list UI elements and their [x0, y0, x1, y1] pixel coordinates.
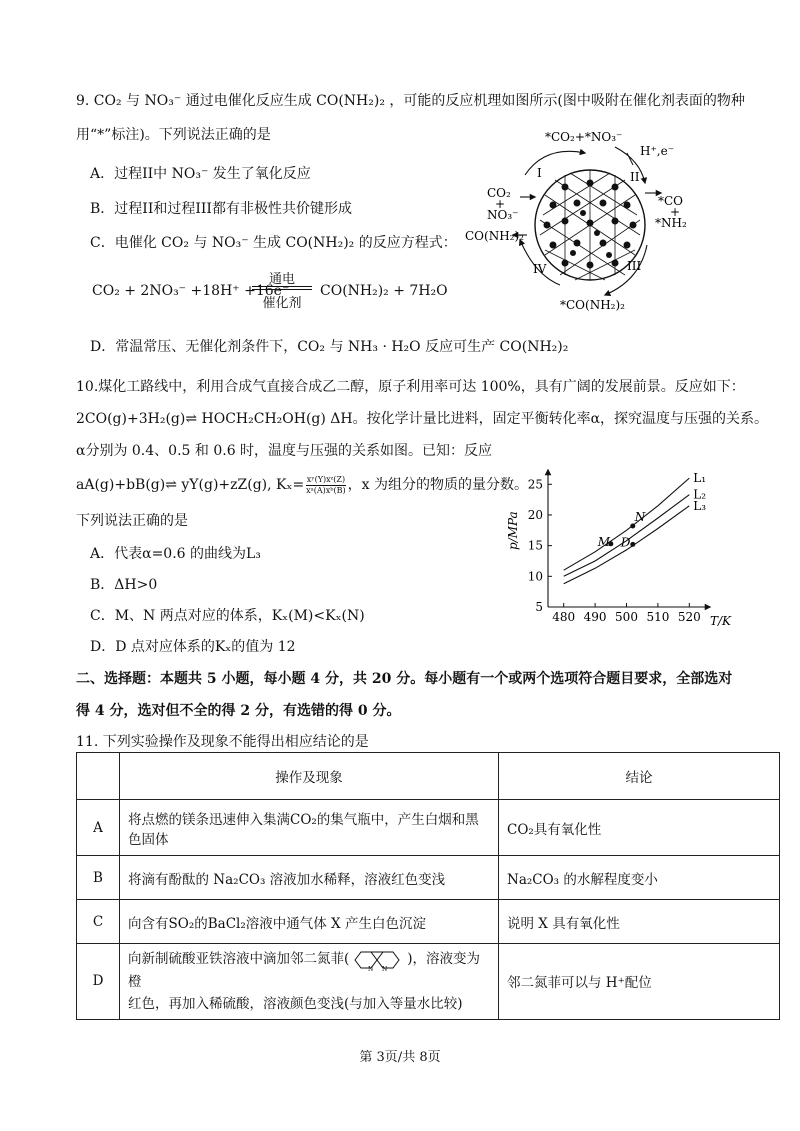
label-h-e: H⁺,e⁻ — [640, 144, 675, 158]
q10-prompt: 下列说法正确的是 — [76, 513, 188, 529]
row-letter: A — [77, 800, 120, 856]
point-label-D: D — [620, 535, 631, 550]
label-left-co2: CO₂ — [487, 186, 511, 200]
points-group — [597, 510, 646, 549]
header-operation: 操作及现象 — [120, 753, 499, 800]
row-conclusion: Na₂CO₃ 的水解程度变小 — [499, 856, 780, 900]
table-row — [77, 856, 780, 900]
y-tick-label: 5 — [535, 600, 543, 614]
q9-option-a: A．过程II中 NO₃⁻ 发生了氧化反应 — [90, 166, 311, 182]
q9-option-d: D．常温常压、无催化剂条件下，CO₂ 与 NH₃ · H₂O 反应可生产 CO(NH₂)₂ — [90, 339, 569, 355]
row-letter: C — [77, 900, 120, 944]
x-tick-label: 490 — [583, 610, 607, 624]
q10-chart — [505, 462, 745, 632]
y-tick-label: 15 — [527, 538, 543, 553]
label-process-iii: III — [627, 259, 642, 273]
q9-stem-line2: 用“*”标注)。下列说法正确的是 — [76, 127, 271, 143]
y-axis-label: p/MPa — [506, 511, 520, 550]
axis-ticks — [528, 477, 701, 624]
header-blank — [77, 753, 120, 800]
point-label-N: N — [634, 510, 646, 524]
q10-stem-line4 — [76, 474, 528, 496]
row-operation-part3: 红色，再加入稀硫酸，溶液颜色变浅(与加入等量水比较) — [128, 995, 463, 1012]
q10-kx-fraction — [306, 475, 345, 496]
row-conclusion: 邻二氮菲可以与 H⁺配位 — [499, 944, 780, 1020]
label-bottom-species: *CO(NH₂)₂ — [560, 298, 625, 312]
table-row — [77, 944, 780, 1020]
q10-kx-denominator: xᵃ(A)xᵇ(B) — [306, 485, 346, 495]
x-axis-label: T/K — [710, 614, 732, 628]
q9-equation-condition-bottom: 催化剂 — [262, 296, 302, 311]
series-line-1 — [564, 478, 690, 570]
series-label-3: L₃ — [693, 498, 707, 513]
q10-kx-lead: aA(g)+bB(g)⇌ yY(g)+zZ(g), Kₓ= — [76, 477, 305, 493]
row-conclusion: CO₂具有氧化性 — [499, 800, 780, 856]
row-operation: 将滴有酚酞的 Na₂CO₃ 溶液加水稀释，溶液红色变浅 — [120, 856, 499, 900]
q10-option-a: A．代表α=0.6 的曲线为L₃ — [90, 546, 261, 562]
q10-option-b: B．ΔH>0 — [90, 577, 158, 593]
point-N — [630, 524, 635, 529]
label-right-co: *CO — [658, 194, 684, 208]
q10-option-d: D．D 点对应体系的Kₓ的值为 12 — [90, 639, 296, 655]
series-group — [564, 471, 707, 584]
series-label-2: L₂ — [693, 487, 707, 502]
x-tick-label: 500 — [615, 610, 638, 624]
y-tick-label: 25 — [527, 477, 543, 492]
q9-equation-arrow-line1 — [252, 286, 312, 287]
q9-option-c: C．电催化 CO₂ 与 NO₃⁻ 生成 CO(NH₂)₂ 的反应方程式： — [90, 235, 457, 251]
q10-option-c: C．M、N 两点对应的体系，Kₓ(M)<Kₓ(N) — [90, 608, 365, 624]
point-D — [630, 542, 635, 547]
row-operation: 向含有SO₂的BaCl₂溶液中通气体 X 产生白色沉淀 — [120, 900, 499, 944]
phenanthroline-structure-icon — [349, 949, 407, 971]
label-process-ii: II — [630, 170, 640, 184]
row-letter: D — [77, 944, 120, 1020]
label-right-plus: + — [670, 205, 681, 219]
y-tick-label: 20 — [527, 507, 543, 522]
q10-stem-line3: α分别为 0.4、0.5 和 0.6 时，温度与压强的关系如图。已知：反应 — [76, 443, 493, 459]
label-left-plus: + — [495, 197, 506, 211]
section2-heading-line2: 得 4 分，选对但不全的得 2 分，有选错的得 0 分。 — [76, 703, 401, 719]
q9-equation-arrow-line2 — [252, 289, 312, 290]
label-top-species: *CO₂+*NO₃⁻ — [545, 130, 623, 144]
q9-equation-condition-top: 通电 — [268, 272, 295, 287]
row-letter: B — [77, 856, 120, 900]
table-row — [77, 900, 780, 944]
section2-heading-line1: 二、选择题：本题共 5 小题，每小题 4 分，共 20 分。每小题有一个或两个选项符合题目要求，全部选对 — [76, 671, 733, 687]
q10-kx-tail: ，x 为组分的物质的量分数。 — [347, 477, 528, 493]
point-label-M: M — [597, 534, 611, 549]
q9-equation-left: CO₂ + 2NO₃⁻ +18H⁺ +16e⁻ — [92, 283, 290, 299]
x-tick-label: 520 — [677, 610, 701, 624]
q10-kx-numerator: xʸ(Y)xᶻ(Z) — [306, 474, 346, 484]
q10-stem-line2: 2CO(g)+3H₂(g)⇌ HOCH₂CH₂OH(g) ΔH。按化学计量比进料，固定平衡转化率α，探究温度与压强的关系。 — [76, 411, 769, 427]
label-process-i: I — [537, 166, 542, 180]
label-right-nh2: *NH₂ — [655, 216, 687, 230]
row-operation-part1: 向新制硫酸亚铁溶液中滴加邻二氮菲( — [128, 951, 350, 967]
row-operation — [120, 944, 499, 1020]
q9-mechanism-diagram — [465, 125, 715, 315]
q11-table — [76, 752, 780, 1020]
table-header-row — [77, 753, 780, 800]
row-conclusion: 说明 X 具有氧化性 — [499, 900, 780, 944]
x-tick-label: 510 — [646, 610, 670, 624]
label-left-no3: NO₃⁻ — [487, 208, 519, 222]
series-label-1: L₁ — [693, 471, 707, 486]
page-footer: 第 3页/共 8页 — [359, 1050, 441, 1065]
q9-option-b: B．过程II和过程III都有非极性共价键形成 — [90, 201, 352, 217]
q11-stem: 11. 下列实验操作及现象不能得出相应结论的是 — [76, 734, 369, 750]
n-atom-right: N — [382, 965, 388, 971]
row-operation-part2: )，溶液变为橙 — [128, 951, 481, 990]
q9-stem-line1: 9. CO₂ 与 NO₃⁻ 通过电催化反应生成 CO(NH₂)₂ ，可能的反应机理如图所示(图中吸附在催化剂表面的物种 — [76, 93, 745, 109]
row-operation: 将点燃的镁条迅速伸入集满CO₂的集气瓶中，产生白烟和黑色固体 — [120, 800, 499, 856]
q9-equation-right: CO(NH₂)₂ + 7H₂O — [320, 283, 448, 299]
label-left-product: CO(NH₂)₂ — [465, 229, 524, 243]
n-atom-left: N — [368, 965, 374, 971]
table-row — [77, 800, 780, 856]
q10-stem-line1: 10.煤化工路线中，利用合成气直接合成乙二醇，原子利用率可达 100%，具有广阔的发展前景。反应如下： — [76, 379, 745, 395]
label-process-iv: IV — [533, 262, 547, 276]
y-tick-label: 10 — [527, 569, 543, 584]
header-conclusion: 结论 — [499, 753, 780, 800]
x-tick-label: 480 — [552, 610, 576, 624]
